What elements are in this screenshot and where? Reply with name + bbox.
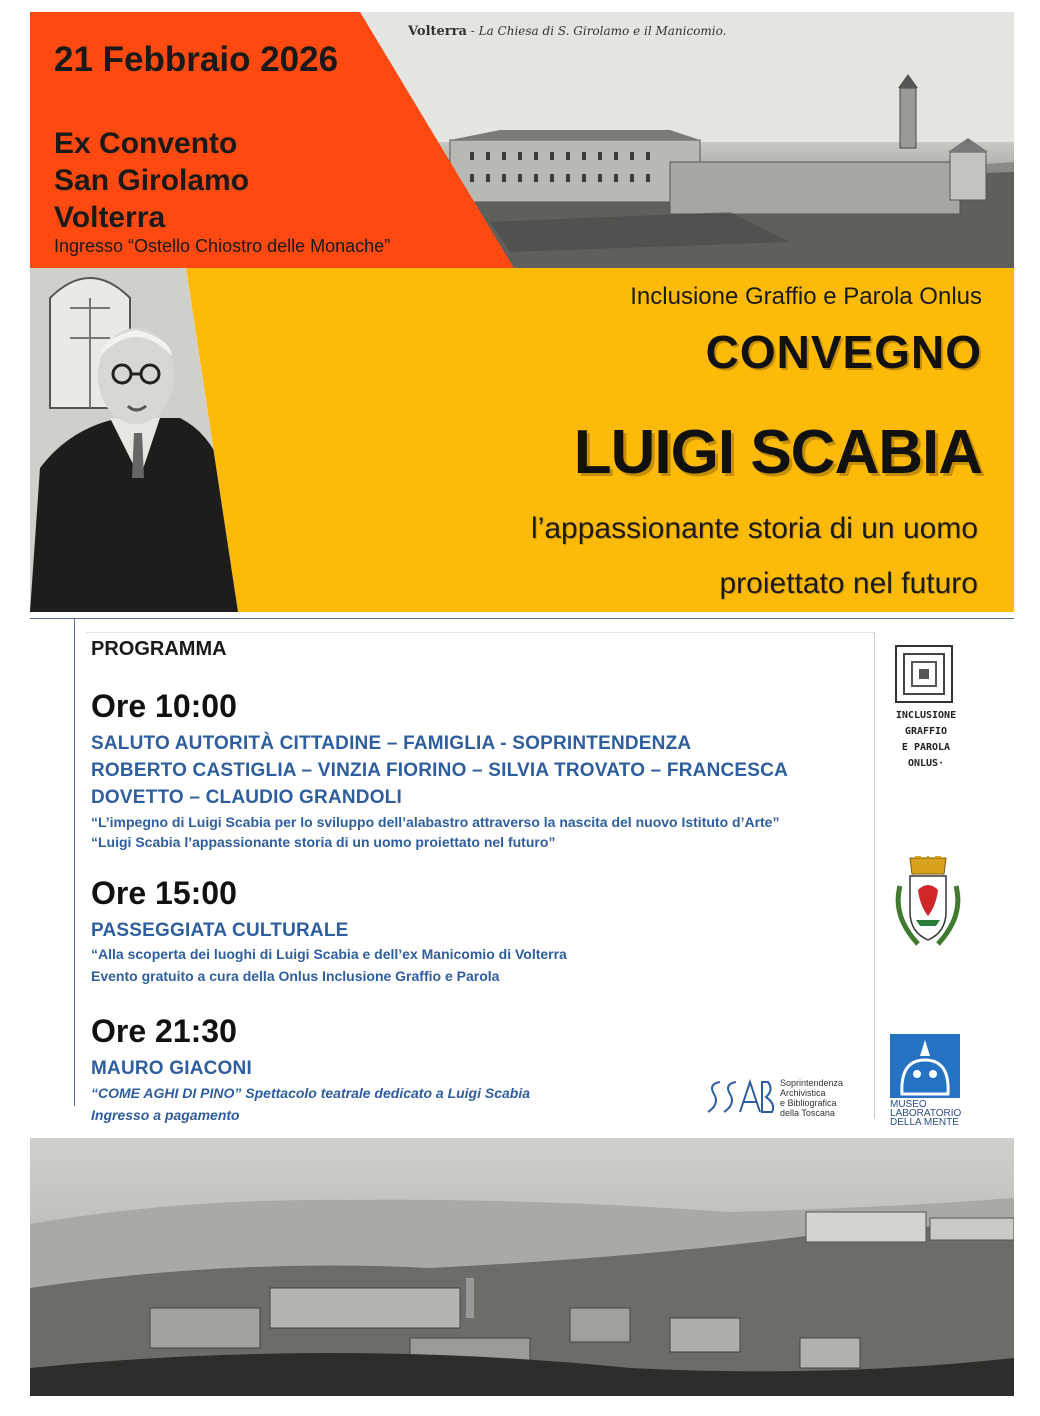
sab-line: Soprintendenza	[780, 1078, 844, 1088]
session-note: Ingresso a pagamento	[91, 1107, 240, 1123]
subtitle-line: proiettato nel futuro	[719, 567, 978, 600]
photo-caption	[408, 24, 726, 39]
event-poster	[30, 12, 1014, 1396]
caption-place: Volterra	[408, 24, 467, 39]
session-note: “Luigi Scabia l’appassionante storia di un uomo proiettato nel futuro”	[91, 834, 556, 850]
show-description: Spettacolo teatrale dedicato a Luigi Scabia	[241, 1085, 531, 1101]
sab-logo-text	[780, 1078, 843, 1118]
venue-line: San Girolamo	[54, 164, 250, 197]
volterra-landscape-photo	[30, 1138, 1014, 1396]
museo-logo-text	[890, 1100, 961, 1127]
venue-line: Ex Convento	[54, 127, 238, 160]
museo-line: DELLA MENTE	[890, 1117, 959, 1128]
venue	[54, 125, 249, 236]
museo-logo	[890, 1034, 960, 1098]
session-line: SALUTO AUTORITÀ CITTADINE – FAMIGLIA - SOPRINTENDENZA	[91, 733, 692, 754]
session-time: Ore 21:30	[91, 1013, 237, 1049]
margin-rule	[74, 618, 75, 1106]
session-time: Ore 15:00	[91, 875, 237, 911]
session-line: MAURO GIACONI	[91, 1058, 252, 1079]
show-title: “COME AGHI DI PINO”	[91, 1085, 242, 1101]
session-time: Ore 10:00	[91, 688, 237, 724]
museo-line: MUSEO	[890, 1099, 927, 1110]
sab-line: e Bibliografica	[780, 1098, 837, 1108]
session-line: PASSEGGIATA CULTURALE	[91, 920, 349, 941]
event-kind: CONVEGNO	[705, 326, 982, 378]
entrance-note: Ingresso “Ostello Chiostro delle Monache”	[54, 236, 391, 256]
organizer-name: Inclusione Graffio e Parola Onlus	[630, 283, 982, 310]
sab-line: della Toscana	[780, 1108, 835, 1118]
caption-text: - La Chiesa di S. Girolamo e il Manicomio.	[470, 24, 727, 38]
session-line: ROBERTO CASTIGLIA – VINZIA FIORINO – SILVIA TROVATO – FRANCESCA	[91, 760, 788, 781]
session-note: “Alla scoperta dei luoghi di Luigi Scabia e dell’ex Manicomio di Volterra	[91, 946, 567, 962]
museo-head-icon	[890, 1034, 960, 1098]
session-line: DOVETTO – CLAUDIO GRANDOLI	[91, 787, 402, 808]
venue-line: Volterra	[54, 201, 166, 234]
section-divider	[30, 618, 1014, 619]
subtitle-line: l’appassionante storia di un uomo	[531, 512, 978, 545]
event-date: 21 Febbraio 2026	[54, 40, 339, 79]
volterra-crest-icon	[888, 856, 968, 952]
igp-line: E PAROLA	[901, 742, 951, 753]
sab-line: Archivistica	[780, 1088, 826, 1098]
program-heading: PROGRAMMA	[91, 638, 227, 660]
igp-line: ONLUS·	[907, 758, 945, 769]
igp-logo-text	[888, 708, 964, 772]
session-note	[91, 1085, 530, 1101]
session-note: “L’impegno di Luigi Scabia per lo sviluppo dell’alabastro attraverso la nascita del nuovo Istituto d’Arte”	[91, 814, 780, 830]
sab-logo-icon	[706, 1074, 776, 1118]
museo-line: LABORATORIO	[890, 1108, 962, 1119]
igp-line: GRAFFIO	[904, 726, 948, 737]
event-title: LUIGI SCABIA	[573, 418, 982, 487]
igp-line: INCLUSIONE	[895, 710, 957, 721]
session-note: Evento gratuito a cura della Onlus Inclusione Graffio e Parola	[91, 968, 500, 984]
